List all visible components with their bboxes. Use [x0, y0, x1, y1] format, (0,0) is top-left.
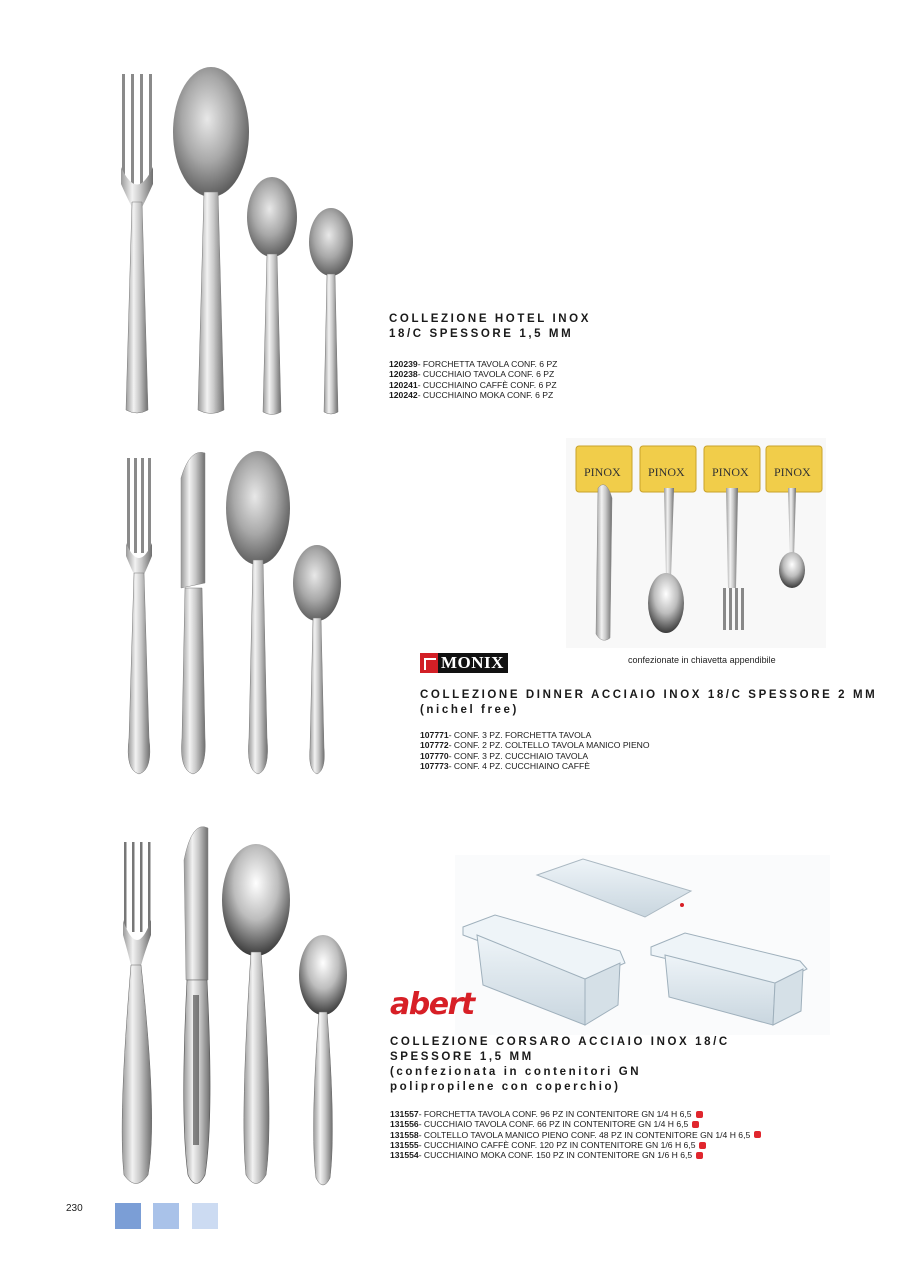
item-code: 107772: [420, 740, 449, 751]
section2-item-list: [420, 730, 650, 771]
list-item: [389, 369, 557, 379]
list-item: [420, 751, 650, 761]
red-marker-icon: [699, 1142, 706, 1149]
fork-image: [121, 74, 153, 413]
item-code: 131555: [390, 1139, 419, 1150]
fork-image: [122, 842, 152, 1184]
item-text: - FORCHETTA TAVOLA CONF. 6 PZ: [417, 359, 558, 369]
item-text: - CUCCHIAINO MOKA CONF. 6 PZ: [417, 389, 554, 400]
dinner-cutlery-photo: [115, 448, 345, 783]
red-marker-icon: [692, 1121, 699, 1128]
item-text: - CUCCHIAIO TAVOLA CONF. 6 PZ: [417, 369, 555, 380]
item-code: 120239: [389, 359, 418, 369]
item-text: - CUCCHIAINO MOKA CONF. 150 PZ IN CONTENITORE GN 1/6 H 6,5: [418, 1150, 693, 1161]
section3-title-line4: polipropilene con coperchio): [390, 1081, 621, 1093]
color-square-2: [153, 1203, 179, 1229]
table-spoon-image: [222, 844, 290, 1184]
packaging-caption: confezionate in chiavetta appendibile: [628, 655, 776, 665]
color-square-1: [115, 1203, 141, 1229]
red-marker-icon: [696, 1152, 703, 1159]
item-text: - CONF. 4 PZ. CUCCHIAINO CAFFÈ: [448, 760, 591, 771]
item-code: 107770: [420, 750, 449, 761]
list-item: [390, 1150, 761, 1160]
list-item: [389, 390, 557, 400]
section1-item-list: [389, 359, 557, 400]
section3-title-line2: SPESSORE 1,5 MM: [390, 1051, 534, 1063]
red-marker-icon: [696, 1111, 703, 1118]
item-text: - CUCCHIAINO CAFFÈ CONF. 6 PZ: [417, 379, 557, 390]
list-item: [390, 1140, 761, 1150]
monix-logo-text: MONIX: [441, 653, 504, 672]
section3-title-line3: (confezionata in contenitori GN: [390, 1066, 642, 1078]
gn-container-photo: [455, 855, 830, 1035]
table-spoon-image: [226, 451, 290, 774]
page-number: 230: [66, 1203, 83, 1214]
svg-text:PINOX: PINOX: [712, 465, 749, 479]
item-text: - FORCHETTA TAVOLA CONF. 96 PZ IN CONTENITORE GN 1/4 H 6,5: [418, 1109, 692, 1119]
monix-mark-icon: [420, 653, 438, 673]
item-text: - CUCCHIAIO TAVOLA CONF. 66 PZ IN CONTENITORE GN 1/4 H 6,5: [418, 1119, 689, 1130]
section2-title-line1: COLLEZIONE DINNER ACCIAIO INOX 18/C SPESSORE 2 MM: [420, 689, 878, 701]
item-text: - COLTELLO TAVOLA MANICO PIENO CONF. 48 PZ IN CONTENITORE GN 1/4 H 6,5: [418, 1129, 751, 1140]
item-code: 120242: [389, 389, 418, 400]
monix-logo: [420, 653, 508, 673]
list-item: [390, 1119, 761, 1129]
item-code: 107773: [420, 760, 449, 771]
table-spoon-image: [173, 67, 249, 414]
corsaro-cutlery-photo: [110, 820, 360, 1205]
item-code: 120241: [389, 379, 418, 390]
list-item: [389, 380, 557, 390]
svg-text:PINOX: PINOX: [774, 465, 811, 479]
section1-title-line2: 18/C SPESSORE 1,5 MM: [389, 328, 574, 340]
list-item: [420, 761, 650, 771]
list-item: [389, 359, 557, 369]
section1-title-line1: COLLEZIONE HOTEL INOX: [389, 313, 591, 325]
item-code: 131556: [390, 1119, 419, 1130]
item-text: - CUCCHIAINO CAFFÈ CONF. 120 PZ IN CONTENITORE GN 1/6 H 6,5: [418, 1139, 696, 1150]
coffee-spoon-image: [247, 177, 297, 415]
item-code: 131557: [390, 1109, 419, 1119]
coffee-spoon-image: [293, 545, 341, 774]
moka-spoon-image: [309, 208, 353, 414]
item-code: 120238: [389, 369, 418, 380]
item-text: - CONF. 2 PZ. COLTELLO TAVOLA MANICO PIENO: [448, 740, 650, 751]
item-text: - CONF. 3 PZ. FORCHETTA TAVOLA: [448, 730, 592, 740]
list-item: [390, 1130, 761, 1140]
section2-title: [420, 688, 877, 718]
svg-text:PINOX: PINOX: [648, 465, 685, 479]
item-code: 131558: [390, 1129, 419, 1140]
packaged-cutlery-photo: [566, 438, 826, 648]
list-item: [420, 730, 650, 740]
red-marker-icon: [754, 1131, 761, 1138]
color-square-3: [192, 1203, 218, 1229]
list-item: [390, 1109, 761, 1119]
section3-title-line1: COLLEZIONE CORSARO ACCIAIO INOX 18/C: [390, 1036, 730, 1048]
item-text: - CONF. 3 PZ. CUCCHIAIO TAVOLA: [448, 750, 589, 761]
item-code: 131554: [390, 1150, 419, 1161]
fork-image: [126, 458, 152, 774]
knife-image: [181, 452, 205, 774]
svg-text:PINOX: PINOX: [584, 465, 621, 479]
abert-logo: abert: [390, 987, 474, 1022]
section1-title: [389, 312, 591, 342]
knife-image: [184, 827, 210, 1184]
section3-item-list: [390, 1109, 761, 1160]
list-item: [420, 740, 650, 750]
section3-title: [390, 1035, 730, 1095]
item-code: 107771: [420, 730, 449, 740]
coffee-spoon-image: [299, 935, 347, 1185]
section2-title-line2: (nichel free): [420, 704, 519, 716]
hotel-cutlery-photo: [112, 62, 362, 422]
knife-image: [596, 485, 612, 641]
